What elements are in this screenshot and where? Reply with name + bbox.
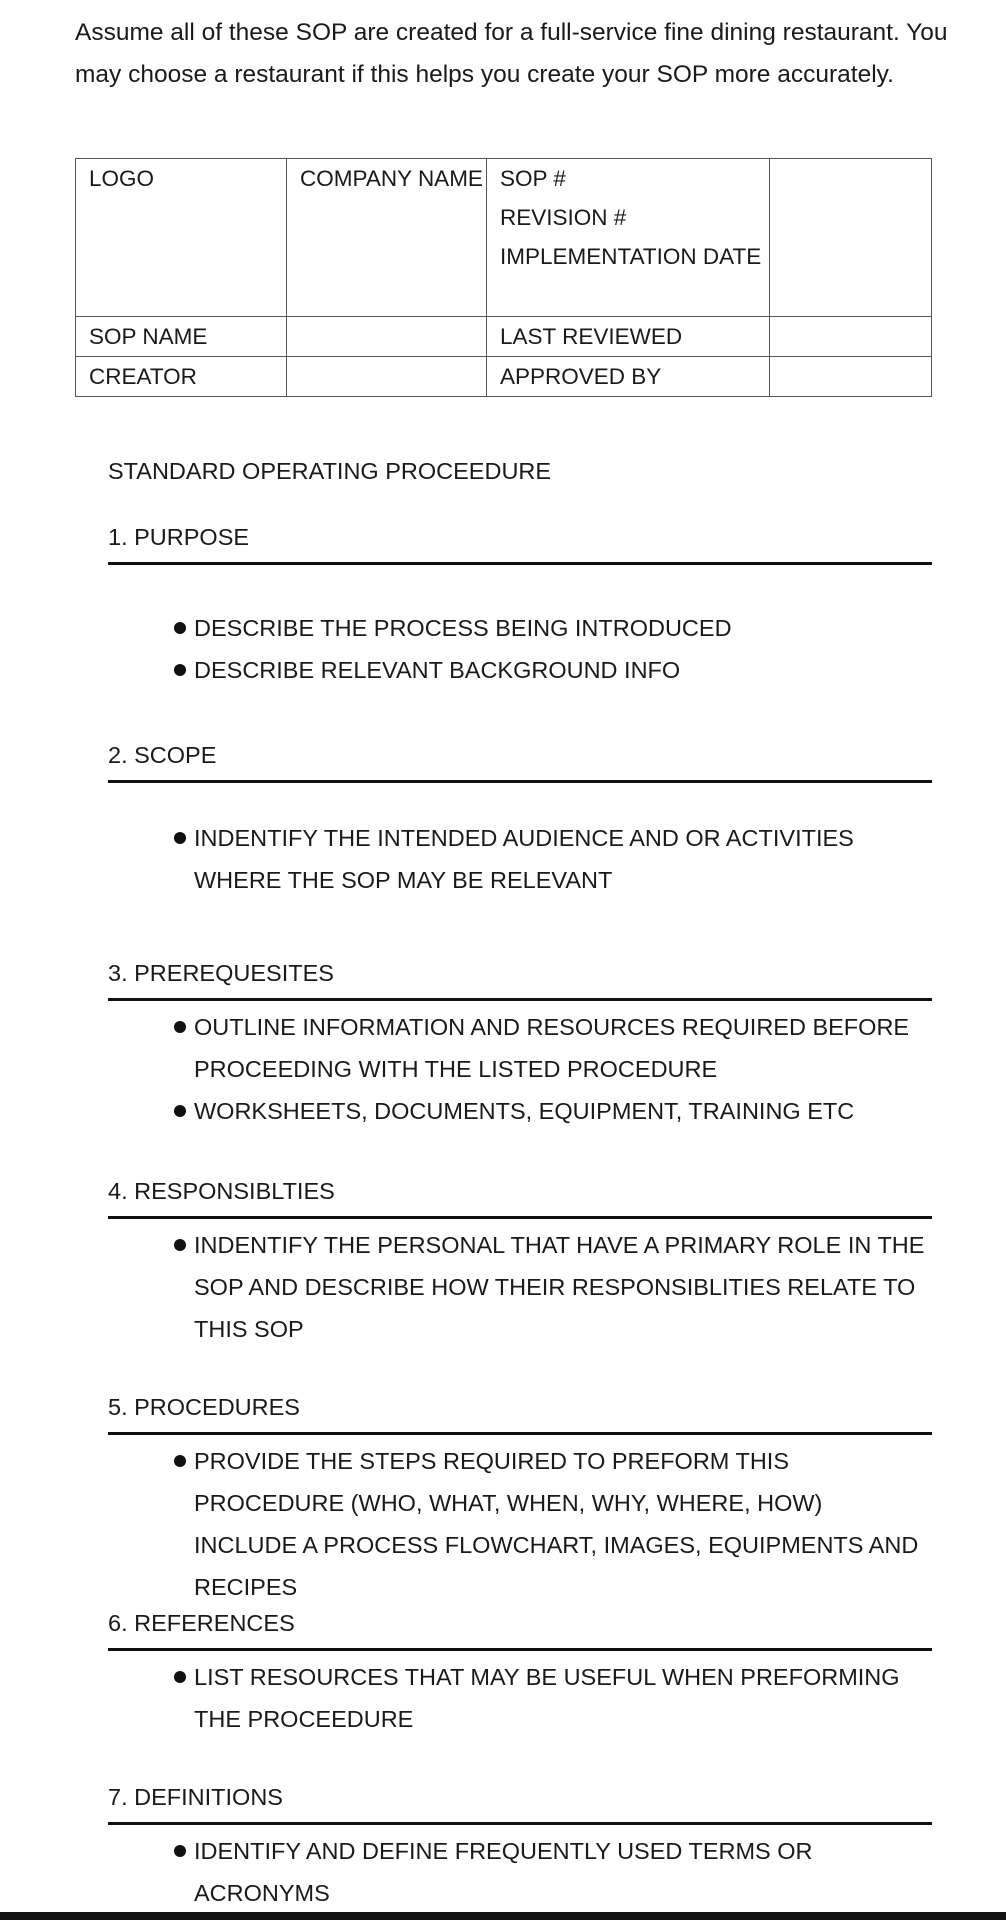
bullet-icon [174, 832, 186, 844]
approved-by-label: APPROVED BY [487, 357, 770, 397]
list-item: LIST RESOURCES THAT MAY BE USEFUL WHEN PREFORMING THE PROCEEDURE [174, 1656, 932, 1740]
sop-name-label: SOP NAME [76, 317, 287, 357]
bullet-list [108, 817, 932, 901]
section-title: 1. PURPOSE [108, 522, 932, 565]
bullet-icon [174, 664, 186, 676]
list-item: WORKSHEETS, DOCUMENTS, EQUIPMENT, TRAINING ETC [174, 1090, 932, 1132]
bullet-list [108, 1224, 932, 1350]
sop-meta-values-cell [770, 159, 932, 317]
sop-number-label: SOP # [500, 166, 566, 191]
revision-number-label: REVISION # [500, 205, 627, 230]
sop-name-value [287, 317, 487, 357]
bullet-icon [174, 622, 186, 634]
creator-label: CREATOR [76, 357, 287, 397]
bullet-icon [174, 1021, 186, 1033]
bullet-list [108, 1440, 932, 1608]
bottom-divider [0, 1912, 1006, 1920]
list-item: INDENTIFY THE INTENDED AUDIENCE AND OR ACTIVITIES WHERE THE SOP MAY BE RELEVANT [174, 817, 932, 901]
list-item: OUTLINE INFORMATION AND RESOURCES REQUIRED BEFORE PROCEEDING WITH THE LISTED PROCEDURE [174, 1006, 932, 1090]
bullet-list [108, 1830, 932, 1914]
bullet-list [108, 1656, 932, 1740]
list-item: DESCRIBE THE PROCESS BEING INTRODUCED [174, 607, 932, 649]
company-name-cell: COMPANY NAME [287, 159, 487, 317]
bullet-icon [174, 1239, 186, 1251]
last-reviewed-value [770, 317, 932, 357]
last-reviewed-label: LAST REVIEWED [487, 317, 770, 357]
bullet-list [108, 1006, 932, 1132]
list-item: IDENTIFY AND DEFINE FREQUENTLY USED TERMS OR ACRONYMS [174, 1830, 932, 1914]
section-definitions [108, 1782, 932, 1914]
section-title: 6. REFERENCES [108, 1608, 932, 1651]
section-title: 3. PREREQUESITES [108, 958, 932, 1001]
list-item: DESCRIBE RELEVANT BACKGROUND INFO [174, 649, 932, 691]
section-title: 4. RESPONSIBLTIES [108, 1176, 932, 1219]
section-scope [108, 740, 932, 901]
bullet-list [108, 607, 932, 691]
bullet-icon [174, 1455, 186, 1467]
approved-by-value [770, 357, 932, 397]
bullet-icon [174, 1105, 186, 1117]
logo-cell: LOGO [76, 159, 287, 317]
section-references [108, 1608, 932, 1740]
implementation-date-label: IMPLEMENTATION DATE [500, 244, 762, 269]
intro-paragraph: Assume all of these SOP are created for a full-service fine dining restaurant. You may choose a restaurant if this helps you create your SOP more accurately. [75, 19, 948, 88]
list-item: PROVIDE THE STEPS REQUIRED TO PREFORM THIS PROCEDURE (WHO, WHAT, WHEN, WHY, WHERE, HOW) INCLUDE A PROCESS FLOWCHART, IMAGES, EQUIPMENTS AND RECIPES [174, 1440, 932, 1608]
section-prerequisites [108, 958, 932, 1132]
creator-value [287, 357, 487, 397]
section-procedures [108, 1392, 932, 1608]
sop-header-table [75, 158, 932, 397]
section-purpose [108, 522, 932, 691]
sop-heading: STANDARD OPERATING PROCEEDURE [108, 458, 552, 484]
list-item: INDENTIFY THE PERSONAL THAT HAVE A PRIMARY ROLE IN THE SOP AND DESCRIBE HOW THEIR RESPONSIBLITIES RELATE TO THIS SOP [174, 1224, 932, 1350]
section-responsibilities [108, 1176, 932, 1350]
section-title: 5. PROCEDURES [108, 1392, 932, 1435]
section-title: 7. DEFINITIONS [108, 1782, 932, 1825]
bullet-icon [174, 1845, 186, 1857]
sop-meta-labels-cell [487, 159, 770, 317]
section-title: 2. SCOPE [108, 740, 932, 783]
bullet-icon [174, 1671, 186, 1683]
